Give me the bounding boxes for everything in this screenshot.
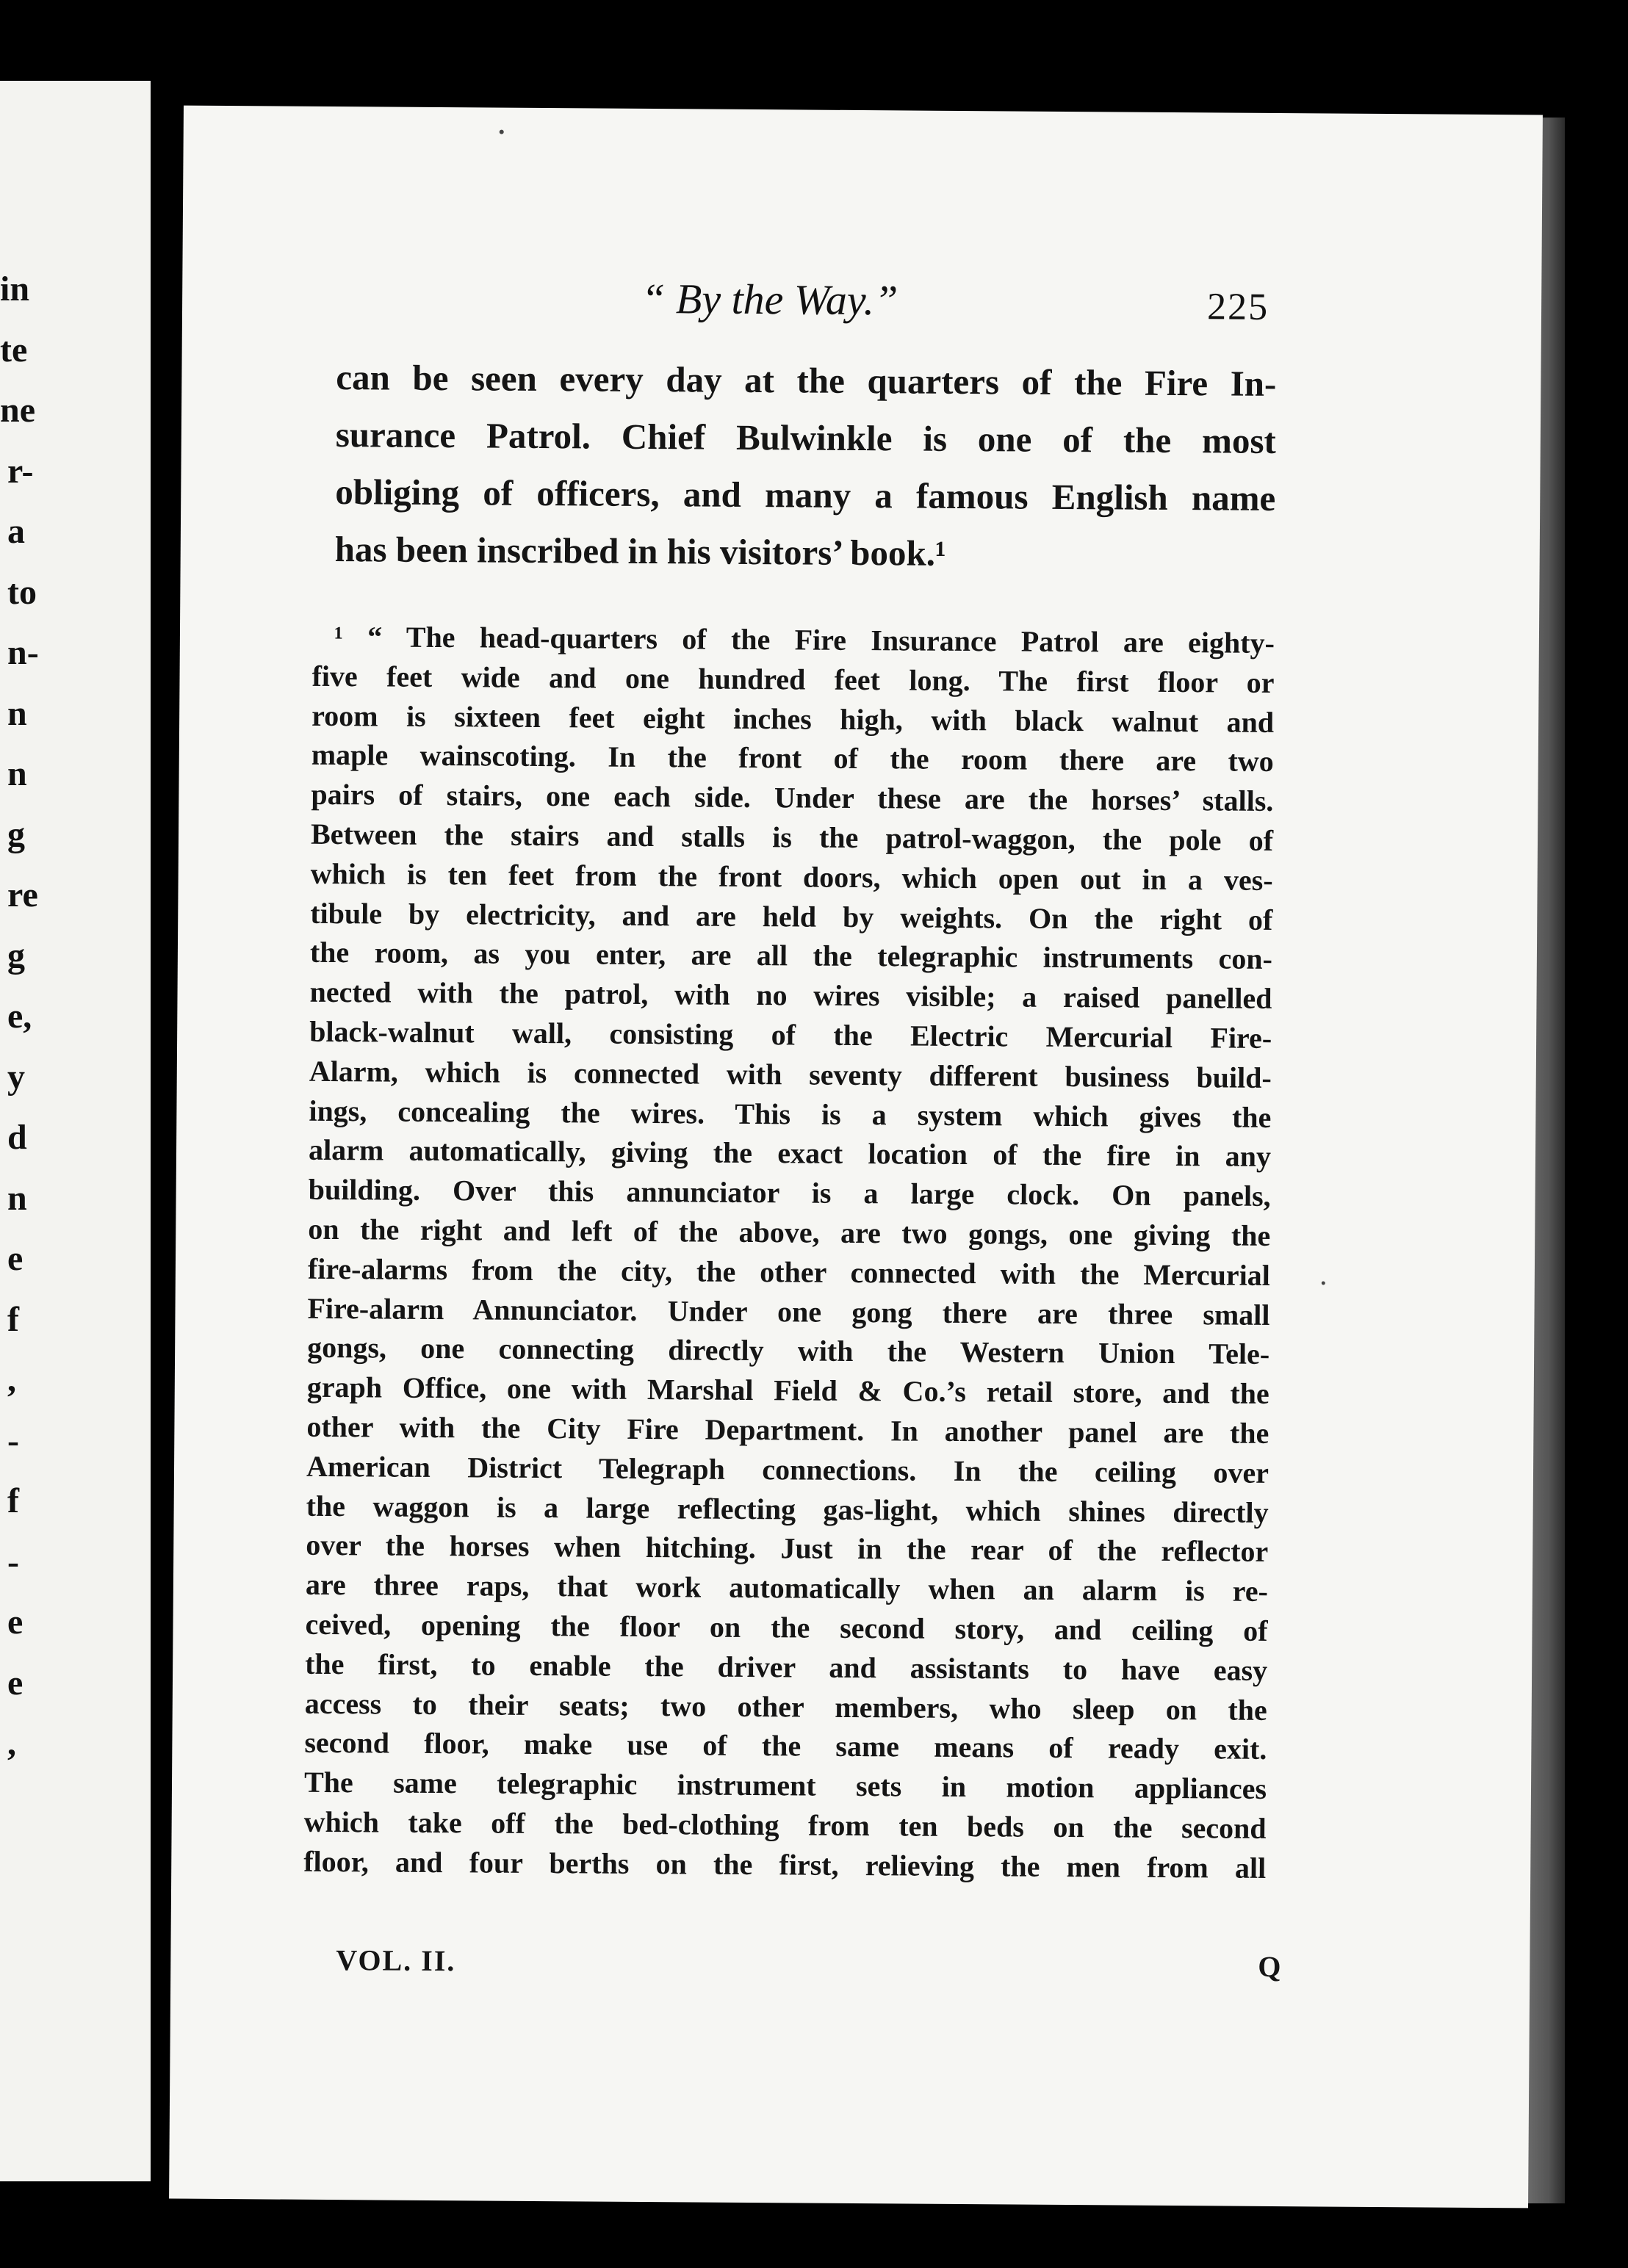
left-page-text-fragment: a bbox=[7, 512, 25, 551]
page-footer bbox=[336, 1943, 1291, 1993]
left-page-text-fragment: e bbox=[7, 1239, 24, 1278]
body-paragraph bbox=[334, 349, 1276, 585]
left-page-text-fragment: n bbox=[7, 693, 27, 733]
footnote-line: The same telegraphic instrument sets in motion appliances bbox=[303, 1765, 1267, 1806]
footnote-line: which is ten feet from the front doors, which open out in a ves- bbox=[310, 856, 1273, 897]
footnote-line: the first, to enable the driver and assistants to have easy bbox=[305, 1647, 1268, 1687]
left-page-text-fragment: , bbox=[7, 1360, 16, 1399]
left-page-text-fragment: e bbox=[7, 1663, 24, 1702]
left-page-text-fragment: in bbox=[0, 270, 30, 308]
signature-mark: Q bbox=[1258, 1949, 1281, 1984]
left-page-text-fragment: n- bbox=[7, 633, 39, 672]
left-page-text-fragment: g bbox=[7, 815, 25, 854]
left-page-fragment bbox=[0, 81, 151, 2181]
volume-label: VOL. II. bbox=[336, 1943, 456, 1978]
footnote-line: second floor, make use of the same means of ready exit. bbox=[304, 1726, 1267, 1766]
footnote-line: gongs, one connecting directly with the Western Union Tele- bbox=[307, 1331, 1270, 1371]
footnote-line: ceived, opening the floor on the second story, and ceiling of bbox=[305, 1607, 1268, 1647]
footnote-line: nected with the patrol, with no wires visible; a raised panelled bbox=[309, 975, 1272, 1016]
footnote-line: alarm automatically, giving the exact location of the fire in any bbox=[308, 1133, 1272, 1174]
paper-speck bbox=[1322, 1281, 1325, 1285]
left-page-text-fragment: n bbox=[7, 754, 27, 793]
left-page-text-fragment: e bbox=[7, 1603, 24, 1642]
left-page-text-fragment: - bbox=[7, 1542, 19, 1581]
footnote-line: the room, as you enter, are all the telegraphic instruments con- bbox=[309, 936, 1273, 976]
left-page-text-fragment: te bbox=[0, 330, 28, 369]
left-page-text-fragment: d bbox=[7, 1118, 27, 1157]
left-page-text-fragment: e, bbox=[7, 997, 32, 1036]
footnote-line: ¹ “ The head-quarters of the Fire Insurance Patrol are eighty- bbox=[334, 620, 1275, 660]
left-page-text-fragment: f bbox=[7, 1299, 19, 1339]
footnote-line: floor, and four berths on the first, relieving the men from all bbox=[303, 1844, 1267, 1885]
footnote-line: five feet wide and one hundred feet long. The first floor or bbox=[311, 659, 1275, 699]
footnote-line: tibule by electricity, and are held by weights. On the right of bbox=[310, 896, 1273, 936]
left-page-text-fragment: - bbox=[7, 1420, 19, 1460]
footnote-line: black-walnut wall, consisting of the Electric Mercurial Fire- bbox=[309, 1014, 1272, 1055]
page-number: 225 bbox=[1206, 286, 1269, 328]
footnote-line: fire-alarms from the city, the other connected with the Mercurial bbox=[307, 1252, 1271, 1292]
footnote-line: building. Over this annunciator is a large clock. On panels, bbox=[308, 1172, 1271, 1213]
footnote-line: access to their seats; two other members, who sleep on the bbox=[304, 1686, 1267, 1727]
footnote-line: over the horses when hitching. Just in the rear of the reflector bbox=[306, 1528, 1269, 1569]
footnote-line: maple wainscoting. In the front of the room there are two bbox=[311, 738, 1274, 779]
footnote-line: room is sixteen feet eight inches high, with black walnut and bbox=[311, 698, 1275, 739]
footnote-line: Fire-alarm Annunciator. Under one gong there are three small bbox=[307, 1291, 1270, 1332]
body-line: has been inscribed in his visitors’ book.¹ bbox=[334, 529, 946, 574]
paper-speck bbox=[500, 130, 504, 134]
left-page-text-fragment: to bbox=[7, 572, 37, 612]
body-line: obliging of officers, and many a famous English name bbox=[335, 472, 1276, 519]
footnote-line: Alarm, which is connected with seventy different business build- bbox=[309, 1054, 1272, 1094]
body-line: can be seen every day at the quarters of the Fire In- bbox=[336, 357, 1277, 404]
footnote-line: American District Telegraph connections. In the ceiling over bbox=[306, 1449, 1269, 1489]
left-page-text-fragment: r- bbox=[7, 451, 34, 491]
footnote bbox=[303, 617, 1275, 1888]
book-page bbox=[169, 106, 1543, 2209]
left-page-text-fragment: re bbox=[7, 875, 38, 914]
footnote-line: other with the City Fire Department. In another panel are the bbox=[306, 1409, 1269, 1450]
footnote-line: pairs of stairs, one each side. Under these are the horses’ stalls. bbox=[311, 777, 1274, 818]
running-head-title: “ By the Way.” bbox=[641, 274, 898, 325]
left-page-text-fragment: y bbox=[7, 1057, 25, 1097]
footnote-line: which take off the bed-clothing from ten beds on the second bbox=[303, 1805, 1267, 1845]
running-head bbox=[182, 271, 1542, 339]
body-line: surance Patrol. Chief Bulwinkle is one of the most bbox=[335, 414, 1277, 461]
footnote-line: graph Office, one with Marshal Field & Co.’s retail store, and the bbox=[306, 1370, 1269, 1411]
footnote-line: on the right and left of the above, are two gongs, one giving the bbox=[308, 1212, 1271, 1252]
left-page-text-fragment: g bbox=[7, 936, 25, 975]
left-page-text-fragment: , bbox=[7, 1724, 16, 1763]
footnote-line: the waggon is a large reflecting gas-light, which shines directly bbox=[306, 1489, 1269, 1529]
left-page-text-fragment: n bbox=[7, 1178, 27, 1218]
footnote-line: are three raps, that work automatically when an alarm is re- bbox=[305, 1567, 1269, 1608]
left-page-text-fragment: f bbox=[7, 1481, 19, 1520]
footnote-line: ings, concealing the wires. This is a system which gives the bbox=[309, 1094, 1272, 1134]
left-page-text-fragment: ne bbox=[0, 391, 35, 430]
footnote-line: Between the stairs and stalls is the patrol-waggon, the pole of bbox=[310, 817, 1274, 857]
